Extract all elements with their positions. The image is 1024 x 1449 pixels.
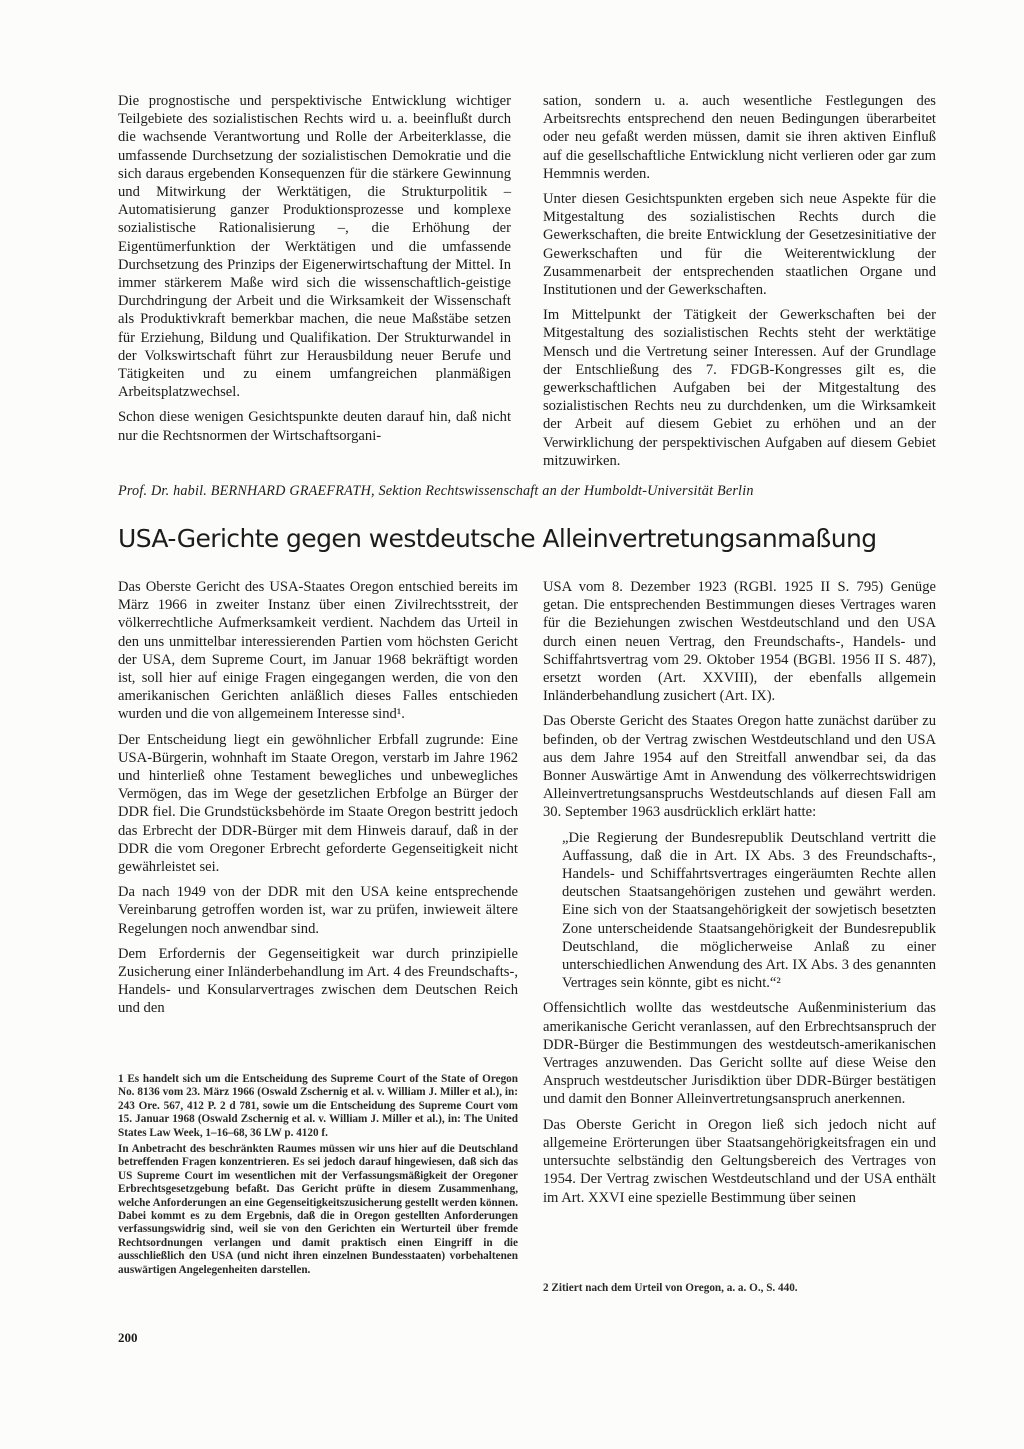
- main-right-column: [543, 578, 936, 1214]
- paragraph: Das Oberste Gericht in Oregon ließ sich jedoch nicht auf allgemeine Erörterungen über Staatsangehörigkeitsfragen ein und untersuchte selbständig den Geltungsbereich des Vertrages von 1954. Der Vertrag zwischen Westdeutschland und der USA enthält im Art. XXVI eine spezielle Bestimmung über seinen: [543, 1116, 936, 1206]
- footnotes-left: [118, 1073, 518, 1280]
- footnote-1: 1 Es handelt sich um die Entscheidung des Supreme Court of the State of Oregon No. 8136 vom 23. März 1966 (Oswald Zschernig et al. v. William J. Miller et al.), in: 243 Ore. 567, 412 P. 2 d 781, sowie um die Entscheidung des Supreme Court vom 15. Januar 1968 (Oswald Zschernig et al. v. William J. Miller et al.), in: The United States Law Week, 1–16–68, 36 LW p. 4120 f.: [118, 1073, 518, 1139]
- footnotes-right: [543, 1282, 936, 1298]
- top-left-column: [118, 92, 511, 452]
- paragraph: Da nach 1949 von der DDR mit den USA keine entsprechende Vereinbarung getroffen worden ist, war zu prüfen, inwieweit ältere Regelungen noch anwendbar sind.: [118, 884, 518, 937]
- paragraph: Der Entscheidung liegt ein gewöhnlicher Erbfall zugrunde: Eine USA-Bürgerin, wohnhaft im Staate Oregon, verstarb im Jahre 1962 und hinterließ ohne Testament bewegliches und unbewegliches Vermögen, das im Wege der gesetzlichen Erbfolge an Bürger der DDR fiel. Die Grundstücksbehörde im Staate Oregon bestritt jedoch das Erbrecht der DDR-Bürger mit dem Hinweis darauf, daß in der DDR die vom Oregoner Erbrecht geforderte Gegenseitigkeit nicht gewährleistet sei.: [118, 731, 518, 876]
- block-quote: „Die Regierung der Bundesrepublik Deutschland vertritt die Auffassung, daß die in Art. IX Abs. 3 des Freundschafts-, Handels- und Schiffahrtsvertrages eingeräumten Rechte allen deutschen Staatsangehörigen zustehen und gewährt werden. Eine sich von der Staatsangehörigkeit der sowjetisch besetzten Zone unterscheidende Staatsangehörigkeit der Bundesrepublik Deutschland, die möglicherweise Anlaß zu einer unterschiedlichen Anwendung des Art. IX Abs. 3 des genannten Vertrages sein könnte, gibt es nicht.“²: [562, 829, 936, 992]
- paragraph: USA vom 8. Dezember 1923 (RGBl. 1925 II S. 795) Genüge getan. Die entsprechenden Bestimmungen dieses Vertrages waren für die Beziehungen zwischen Westdeutschland und den USA durch einen neuen Vertrag, den Freundschafts-, Handels- und Schiffahrtsvertrag vom 29. Oktober 1954 (BGBl. 1956 II S. 487), ersetzt worden (Art. XXVIII), der ebenfalls allgemein Inländerbehandlung zusichert (Art. IX).: [543, 579, 936, 705]
- article-title: USA-Gerichte gegen westdeutsche Alleinvertretungsanmaßung: [118, 524, 877, 553]
- paragraph: Die prognostische und perspektivische Entwicklung wichtiger Teilgebiete des sozialistischen Rechts wird u. a. beeinflußt durch die wachsende Verantwortung und Rolle der Arbeiterklasse, die umfassende Durchsetzung der sozialistischen Demokratie und die sich daraus ergebenden Konsequenzen für die stärkere Gewinnung und Mitwirkung der Werktätigen, die Strukturpolitik – Automatisierung ganzer Produktionsprozesse und komplexe sozialistische Rationalisierung –, die Erhöhung der Eigentümerfunktion der Werktätigen und die umfassende Durchsetzung des Prinzips der Eigenerwirtschaftung der Mittel. In immer stärkerem Maße wird sich die wissenschaftlich-geistige Durchdringung der Arbeit und die Wirksamkeit der Wissenschaft als Produktivkraft bemerkbar machen, die neue Maßstäbe setzen für Erziehung, Bildung und Qualifikation. Der Strukturwandel in der Volkswirtschaft führt zur Herausbildung neuer Berufe und Tätigkeiten und zu einem umfangreichen planmäßigen Arbeitsplatzwechsel.: [118, 93, 511, 401]
- top-right-column: [543, 92, 936, 477]
- paragraph: Unter diesen Gesichtspunkten ergeben sich neue Aspekte für die Mitgestaltung des sozialistischen Rechts durch die Gewerkschaften, die breite Entwicklung der Gesetzesinitiative der Gewerkschaften und für die Weiterentwicklung der Zusammenarbeit der entsprechenden staatlichen Organe und Institutionen und der Gewerkschaften.: [543, 191, 936, 299]
- footnote-2: 2 Zitiert nach dem Urteil von Oregon, a. a. O., S. 440.: [543, 1282, 798, 1294]
- paragraph: Das Oberste Gericht des Staates Oregon hatte zunächst darüber zu befinden, ob der Vertrag zwischen Westdeutschland und den USA aus dem Jahre 1954 auf den Streitfall anwendbar sei, da das Bonner Auswärtige Amt in Anwendung des völkerrechtswidrigen Alleinvertretungsanspruchs Westdeutschlands auf diesen Fall am 30. September 1963 ausdrücklich erklärt hatte:: [543, 713, 936, 821]
- main-left-column: [118, 578, 518, 1025]
- paragraph: Im Mittelpunkt der Tätigkeit der Gewerkschaften bei der Mitgestaltung des sozialistischen Rechts steht der werktätige Mensch und die Vertretung seiner Interessen. Auf der Grundlage der Entschließung des 7. FDGB-Kongresses gilt es, die gewerkschaftlichen Aufgaben bei der Mitgestaltung des sozialistischen Rechts neu zu durchdenken, um die Wirksamkeit der Arbeit auf diesem Gebiet zu erhöhen und an der Verwirklichung der perspektivischen Aufgaben auf diesem Gebiet mitzuwirken.: [543, 307, 936, 469]
- paragraph: Schon diese wenigen Gesichtspunkte deuten darauf hin, daß nicht nur die Rechtsnormen der Wirtschaftsorgani-: [118, 409, 511, 444]
- paragraph: Das Oberste Gericht des USA-Staates Oregon entschied bereits im März 1966 in zweiter Instanz über einen Zivilrechtsstreit, der völkerrechtliche Aufmerksamkeit verdient. Nachdem das Urteil in den uns unmittelbar interessierenden Partien vom höchsten Gericht der USA, dem Supreme Court, im Januar 1968 bekräftigt worden ist, soll hier auf einige Fragen eingegangen werden, die von den amerikanischen Gerichten anläßlich dieses Falles entschieden wurden und die von allgemeinem Interesse sind¹.: [118, 579, 518, 723]
- author-byline: Prof. Dr. habil. BERNHARD GRAEFRATH, Sektion Rechtswissenschaft an der Humboldt-Universität Berlin: [118, 483, 754, 499]
- paragraph: Offensichtlich wollte das westdeutsche Außenministerium das amerikanische Gericht veranlassen, auf den Erbrechtsanspruch der DDR-Bürger die Bestimmungen des westdeutsch-amerikanischen Vertrages anzuwenden. Das Gericht sollte auf diese Weise den Anspruch westdeutscher Jurisdiktion über DDR-Bürger bestätigen und damit den Bonner Alleinvertretungsanspruch anerkennen.: [543, 1000, 936, 1108]
- footnote-1-continued: In Anbetracht des beschränkten Raumes müssen wir uns hier auf die Deutschland betreffenden Fragen konzentrieren. Es sei jedoch darauf hingewiesen, daß sich das US Supreme Court im wesentlichen mit der Verfassungsmäßigkeit der Oregoner Erbrechtsgesetzgebung befaßt. Das Gericht prüfte in diesem Zusammenhang, welche Anforderungen an eine Gegenseitigkeitszusicherung gestellt werden können. Dabei kommt es zu dem Ergebnis, daß die in Oregon gestellten Anforderungen verfassungswidrig sind, weil sie von den Gerichten ein Werturteil über fremde Rechtsordnungen verlangen und damit praktisch einen Eingriff in die ausschließlich den USA (und nicht ihren einzelnen Bundesstaaten) vorbehaltenen auswärtigen Angelegenheiten darstellen.: [118, 1143, 518, 1276]
- page-number: 200: [118, 1330, 138, 1345]
- paragraph: sation, sondern u. a. auch wesentliche Festlegungen des Arbeitsrechts entsprechend den neuen Bedingungen überarbeitet oder neu gefaßt werden müssen, damit sie ihren aktiven Einfluß auf die gesellschaftliche Entwicklung nicht verlieren oder gar zum Hemmnis werden.: [543, 93, 936, 182]
- paragraph: Dem Erfordernis der Gegenseitigkeit war durch prinzipielle Zusicherung einer Inländerbehandlung im Art. 4 des Freundschafts-, Handels- und Konsularvertrages zwischen dem Deutschen Reich und den: [118, 945, 518, 1017]
